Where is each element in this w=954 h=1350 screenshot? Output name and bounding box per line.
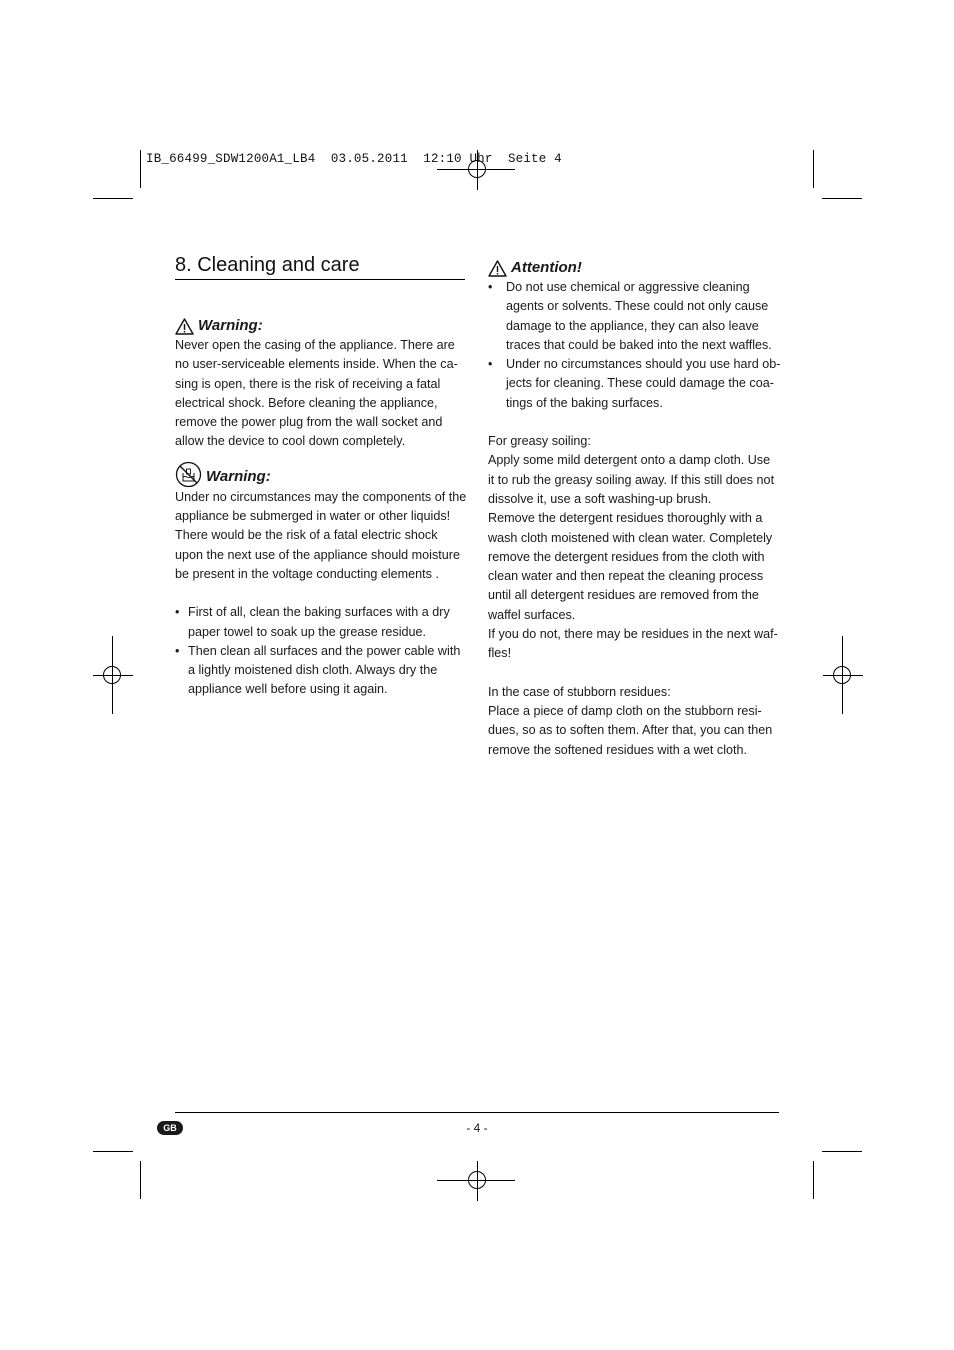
paragraph-line: it to rub the greasy soiling away. If this still does not bbox=[488, 472, 775, 487]
paragraph-line: be present in the voltage conducting elements . bbox=[175, 566, 439, 581]
list-item-line: damage to the appliance, they can also leave bbox=[506, 318, 759, 333]
list-item-line: • Under no circumstances should you use hard ob- bbox=[506, 357, 781, 372]
list-item-line: tings of the baking surfaces. bbox=[506, 395, 663, 410]
list-item-line: paper towel to soak up the grease residue. bbox=[188, 624, 427, 639]
paragraph-line: wash cloth moistened with clean water. Completely bbox=[488, 530, 773, 545]
paragraph-line: In the case of stubborn residues: bbox=[488, 684, 671, 699]
paragraph-line: Remove the detergent residues thoroughly with a bbox=[488, 511, 763, 526]
paragraph-line: Place a piece of damp cloth on the stubborn resi- bbox=[488, 703, 762, 718]
greasy-soiling-section bbox=[488, 432, 783, 664]
crop-mark bbox=[813, 150, 814, 188]
paragraph-line: allow the device to cool down completely. bbox=[175, 434, 406, 449]
registration-mark-icon bbox=[458, 150, 498, 190]
warning-heading-text: Warning: bbox=[198, 317, 263, 334]
cleaning-steps-list bbox=[175, 603, 470, 699]
list-item-line: • First of all, clean the baking surfaces with a dry bbox=[188, 605, 450, 620]
paragraph-line: There would be the risk of a fatal electric shock bbox=[175, 528, 438, 543]
list-item bbox=[175, 603, 470, 642]
registration-mark-icon bbox=[823, 656, 863, 696]
list-item-line: appliance well before using it again. bbox=[188, 682, 388, 697]
paragraph-line: Never open the casing of the appliance. There are bbox=[175, 338, 455, 352]
crop-mark bbox=[822, 1151, 862, 1152]
paragraph-line: sing is open, there is the risk of receiving a fatal bbox=[175, 376, 441, 391]
list-item-line: • Then clean all surfaces and the power cable with bbox=[188, 643, 461, 658]
paragraph-line: waffel surfaces. bbox=[488, 607, 576, 622]
crop-mark bbox=[112, 636, 113, 714]
paragraph-line: no user-serviceable elements inside. When the ca- bbox=[175, 357, 458, 372]
paragraph-line: For greasy soiling: bbox=[488, 434, 591, 449]
paragraph-line: dues, so as to soften them. After that, you can then bbox=[488, 723, 773, 738]
paragraph-line: dissolve it, use a soft washing-up brush. bbox=[488, 491, 712, 506]
list-item-line: traces that could be baked into the next waffles. bbox=[506, 337, 772, 352]
crop-mark bbox=[437, 169, 515, 170]
list-item bbox=[488, 278, 783, 355]
left-column bbox=[175, 316, 470, 700]
paragraph-line: electrical shock. Before cleaning the appliance, bbox=[175, 395, 438, 410]
attention-heading bbox=[488, 258, 783, 278]
paragraph-line: fles! bbox=[488, 646, 512, 661]
stubborn-residues-section bbox=[488, 683, 783, 760]
warning-heading bbox=[175, 316, 470, 336]
paragraph-line: remove the detergent residues from the cloth with bbox=[488, 549, 765, 564]
paragraph-line: clean water and then repeat the cleaning process bbox=[488, 569, 764, 584]
crop-mark bbox=[140, 150, 141, 188]
print-slug-text: IB_66499_SDW1200A1_LB4 03.05.2011 12:10 Uhr Seite 4 bbox=[146, 152, 562, 166]
page-number: - 4 - bbox=[466, 1121, 488, 1135]
crop-mark bbox=[93, 198, 133, 199]
warning-triangle-icon bbox=[175, 318, 194, 335]
attention-list bbox=[488, 278, 783, 413]
list-item bbox=[488, 355, 783, 413]
list-item-line: • Do not use chemical or aggressive cleaning bbox=[506, 280, 750, 294]
paragraph-line: remove the softened residues with a wet cloth. bbox=[488, 742, 748, 757]
crop-mark bbox=[842, 636, 843, 714]
list-item-line: jects for cleaning. These could damage the coa- bbox=[506, 376, 774, 391]
registration-mark-icon bbox=[93, 656, 133, 696]
paragraph-line: upon the next use of the appliance should moisture bbox=[175, 547, 460, 562]
registration-mark-icon bbox=[458, 1161, 498, 1201]
paragraph-line: until all detergent residues are removed from the bbox=[488, 588, 759, 603]
warning-triangle-icon bbox=[488, 260, 507, 277]
country-badge: GB bbox=[157, 1121, 183, 1135]
crop-mark bbox=[822, 198, 862, 199]
crop-mark bbox=[93, 1151, 133, 1152]
paragraph-line: Under no circumstances may the components of the bbox=[175, 489, 467, 504]
paragraph-line: If you do not, there may be residues in the next waf- bbox=[488, 627, 778, 642]
list-item-line: agents or solvents. These could not only cause bbox=[506, 299, 769, 314]
crop-mark bbox=[140, 1161, 141, 1199]
section-title: 8. Cleaning and care bbox=[175, 254, 465, 280]
right-column bbox=[488, 258, 783, 760]
list-item bbox=[175, 642, 470, 700]
list-item-line: a lightly moistened dish cloth. Always dry the bbox=[188, 663, 438, 678]
warning-heading bbox=[175, 467, 470, 488]
paragraph-line: Apply some mild detergent onto a damp cloth. Use bbox=[488, 453, 771, 468]
crop-mark bbox=[437, 1180, 515, 1181]
warning-heading-text: Warning: bbox=[206, 468, 271, 486]
attention-heading-text: Attention! bbox=[511, 259, 582, 276]
paragraph-line: remove the power plug from the wall socket and bbox=[175, 415, 443, 430]
footer-divider bbox=[175, 1112, 779, 1113]
crop-mark bbox=[813, 1161, 814, 1199]
no-immersion-icon bbox=[175, 461, 202, 488]
paragraph-line: appliance be submerged in water or other liquids! bbox=[175, 509, 451, 524]
